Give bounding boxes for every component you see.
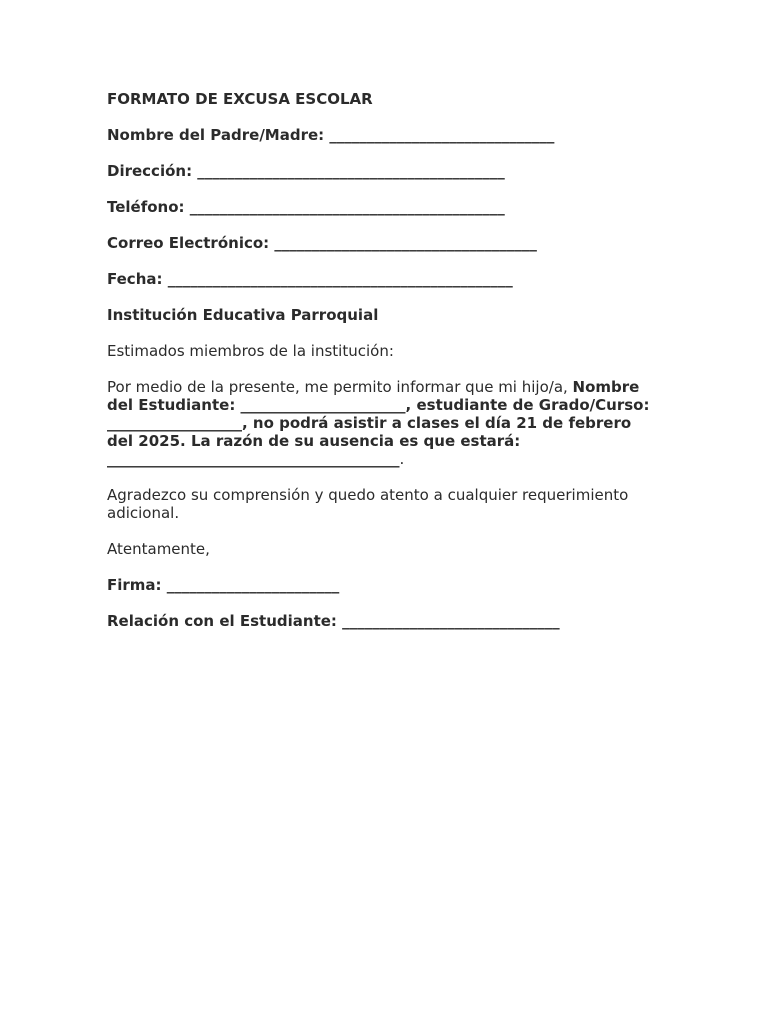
grade-field: , estudiante de Grado/Curso: __________________ — [107, 396, 655, 432]
relationship-field: Relación con el Estudiante: _____________________________ — [107, 612, 560, 630]
signature-field: Firma: _______________________ — [107, 576, 340, 594]
body-intro: Por medio de la presente, me permito informar que mi hijo/a, — [107, 378, 573, 396]
institution-name: Institución Educativa Parroquial — [107, 306, 379, 324]
address-field: Dirección: _________________________________________ — [107, 162, 505, 180]
date-field: Fecha: ______________________________________________ — [107, 270, 513, 288]
document-title: FORMATO DE EXCUSA ESCOLAR — [107, 90, 373, 108]
parent-name-field: Nombre del Padre/Madre: ______________________________ — [107, 126, 555, 144]
absence-text: , no podrá asistir a clases el día 21 de febrero del 2025. La razón de su ausencia es que estará: _______________________________________ — [107, 414, 637, 468]
email-field: Correo Electrónico: ___________________________________ — [107, 234, 537, 252]
body-paragraph — [107, 378, 658, 468]
greeting: Estimados miembros de la institución: — [107, 342, 394, 360]
student-name-field: Nombre del Estudiante: ______________________ — [107, 378, 645, 414]
body-period: . — [399, 450, 405, 468]
thanks-paragraph: Agradezco su comprensión y quedo atento a cualquier requerimiento adicional. — [107, 486, 634, 522]
phone-field: Teléfono: __________________________________________ — [107, 198, 505, 216]
closing: Atentamente, — [107, 540, 210, 558]
